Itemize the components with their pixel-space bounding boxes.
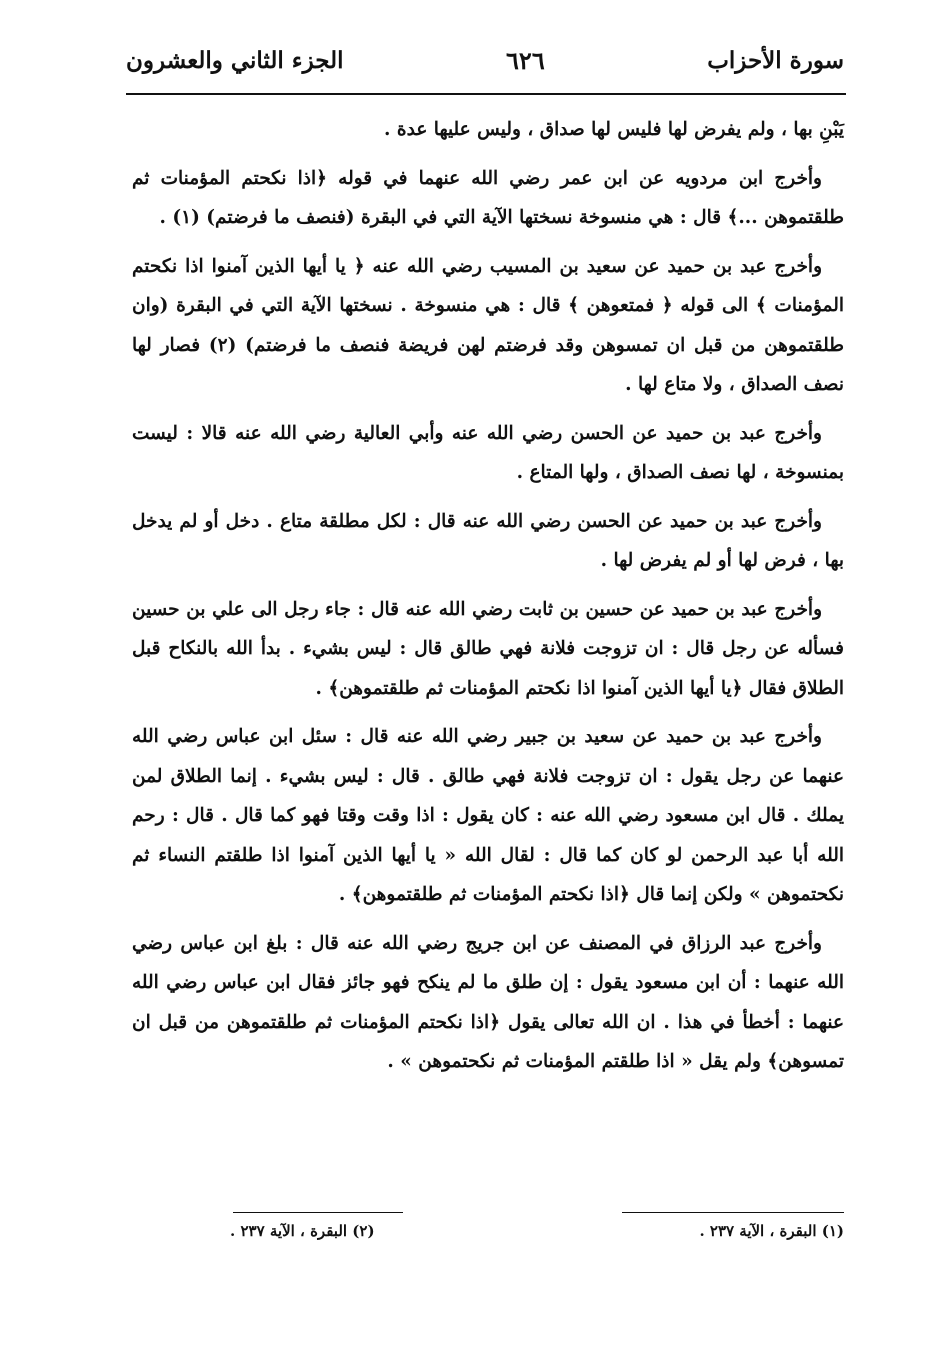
footnote-2: (٢) البقرة ، الآية ٢٣٧ . bbox=[230, 1222, 375, 1240]
paragraph: يَبْنِ بها ، ولم يفرض لها فليس لها صداق ، وليس عليها عدة . bbox=[384, 119, 844, 140]
paragraph: وأخرج ابن مردويه عن ابن عمر رضي الله عنهما في قوله ﴿اذا نكحتم المؤمنات ثم طلقتموهن ...﴾ قال : هي منسوخة نسختها الآية التي في البقرة (فنصف ما فرضتم) (١) . bbox=[132, 167, 844, 228]
header-rule bbox=[126, 93, 846, 95]
running-header bbox=[126, 30, 844, 90]
paragraph: وأخرج عبد بن حميد عن الحسن رضي الله عنه قال : لكل مطلقة متاع . دخل أو لم يدخل بها ، فرض لها أو لم يفرض لها . bbox=[132, 510, 844, 571]
paragraph: وأخرج عبد الرزاق في المصنف عن ابن جريج رضي الله عنه قال : بلغ ابن عباس رضي الله عنهما : أن ابن مسعود يقول : إن طلق ما لم ينكح فهو جائز فقال ابن عباس رضي الله عنهما : أخطأ في هذا . ان الله تعالى يقول ﴿اذا نكحتم المؤمنات ثم طلقتموهن من قبل ان تمسوهن﴾ ولم يقل « اذا طلقتم المؤمنات ثم نكحتموهن » . bbox=[132, 932, 844, 1072]
paragraph: وأخرج عبد بن حميد عن سعيد بن جبير رضي الله عنه قال : سئل ابن عباس رضي الله عنهما عن رجل يقول : ان تزوجت فلانة فهي طالق . قال : ليس بشيء . إنما الطلاق لمن يملك . قال ابن مسعود رضي الله عنه : كان يقول : اذا وقت وقتا فهو كما قال . قال : رحم الله أبا عبد الرحمن لو كان كما قال : لقال الله « يا أيها الذين آمنوا اذا طلقتم النساء ثم نكحتموهن » ولكن إنما قال ﴿اذا نكحتم المؤمنات ثم طلقتموهن﴾ . bbox=[132, 726, 844, 905]
paragraph: وأخرج عبد بن حميد عن سعيد بن المسيب رضي الله عنه ﴿ يا أيها الذين آمنوا اذا نكحتم المؤمنات ﴾ الى قوله ﴿ فمتعوهن ﴾ قال : هي منسوخة . نسختها الآية التي في البقرة (وان طلقتموهن من قبل ان تمسوهن وقد فرضتم لهن فريضة فنصف ما فرضتم) (٢) فصار لها نصف الصداق ، ولا متاع لها . bbox=[132, 255, 844, 395]
paragraph: وأخرج عبد بن حميد عن الحسن رضي الله عنه وأبي العالية رضي الله عنه قالا : ليست بمنسوخة ، لها نصف الصداق ، ولها المتاع . bbox=[132, 422, 844, 483]
footnote-rule bbox=[622, 1212, 844, 1213]
footnotes bbox=[230, 1222, 844, 1258]
footnote-1: (١) البقرة ، الآية ٢٣٧ . bbox=[699, 1222, 844, 1240]
surah-title: سورة الأحزاب bbox=[707, 46, 844, 74]
part-title: الجزء الثاني والعشرون bbox=[126, 46, 344, 74]
main-text bbox=[132, 110, 844, 1091]
paragraph: وأخرج عبد بن حميد عن حسين بن ثابت رضي الله عنه قال : جاء رجل الى علي بن حسين فسأله عن رجل قال : ان تزوجت فلانة فهي طالق قال : ليس بشيء . بدأ الله بالنكاح قبل الطلاق فقال ﴿يا أيها الذين آمنوا اذا نكحتم المؤمنات ثم طلقتموهن﴾ . bbox=[132, 598, 844, 699]
footnote-rule bbox=[233, 1212, 403, 1213]
page-number: ٦٢٦ bbox=[506, 45, 545, 75]
